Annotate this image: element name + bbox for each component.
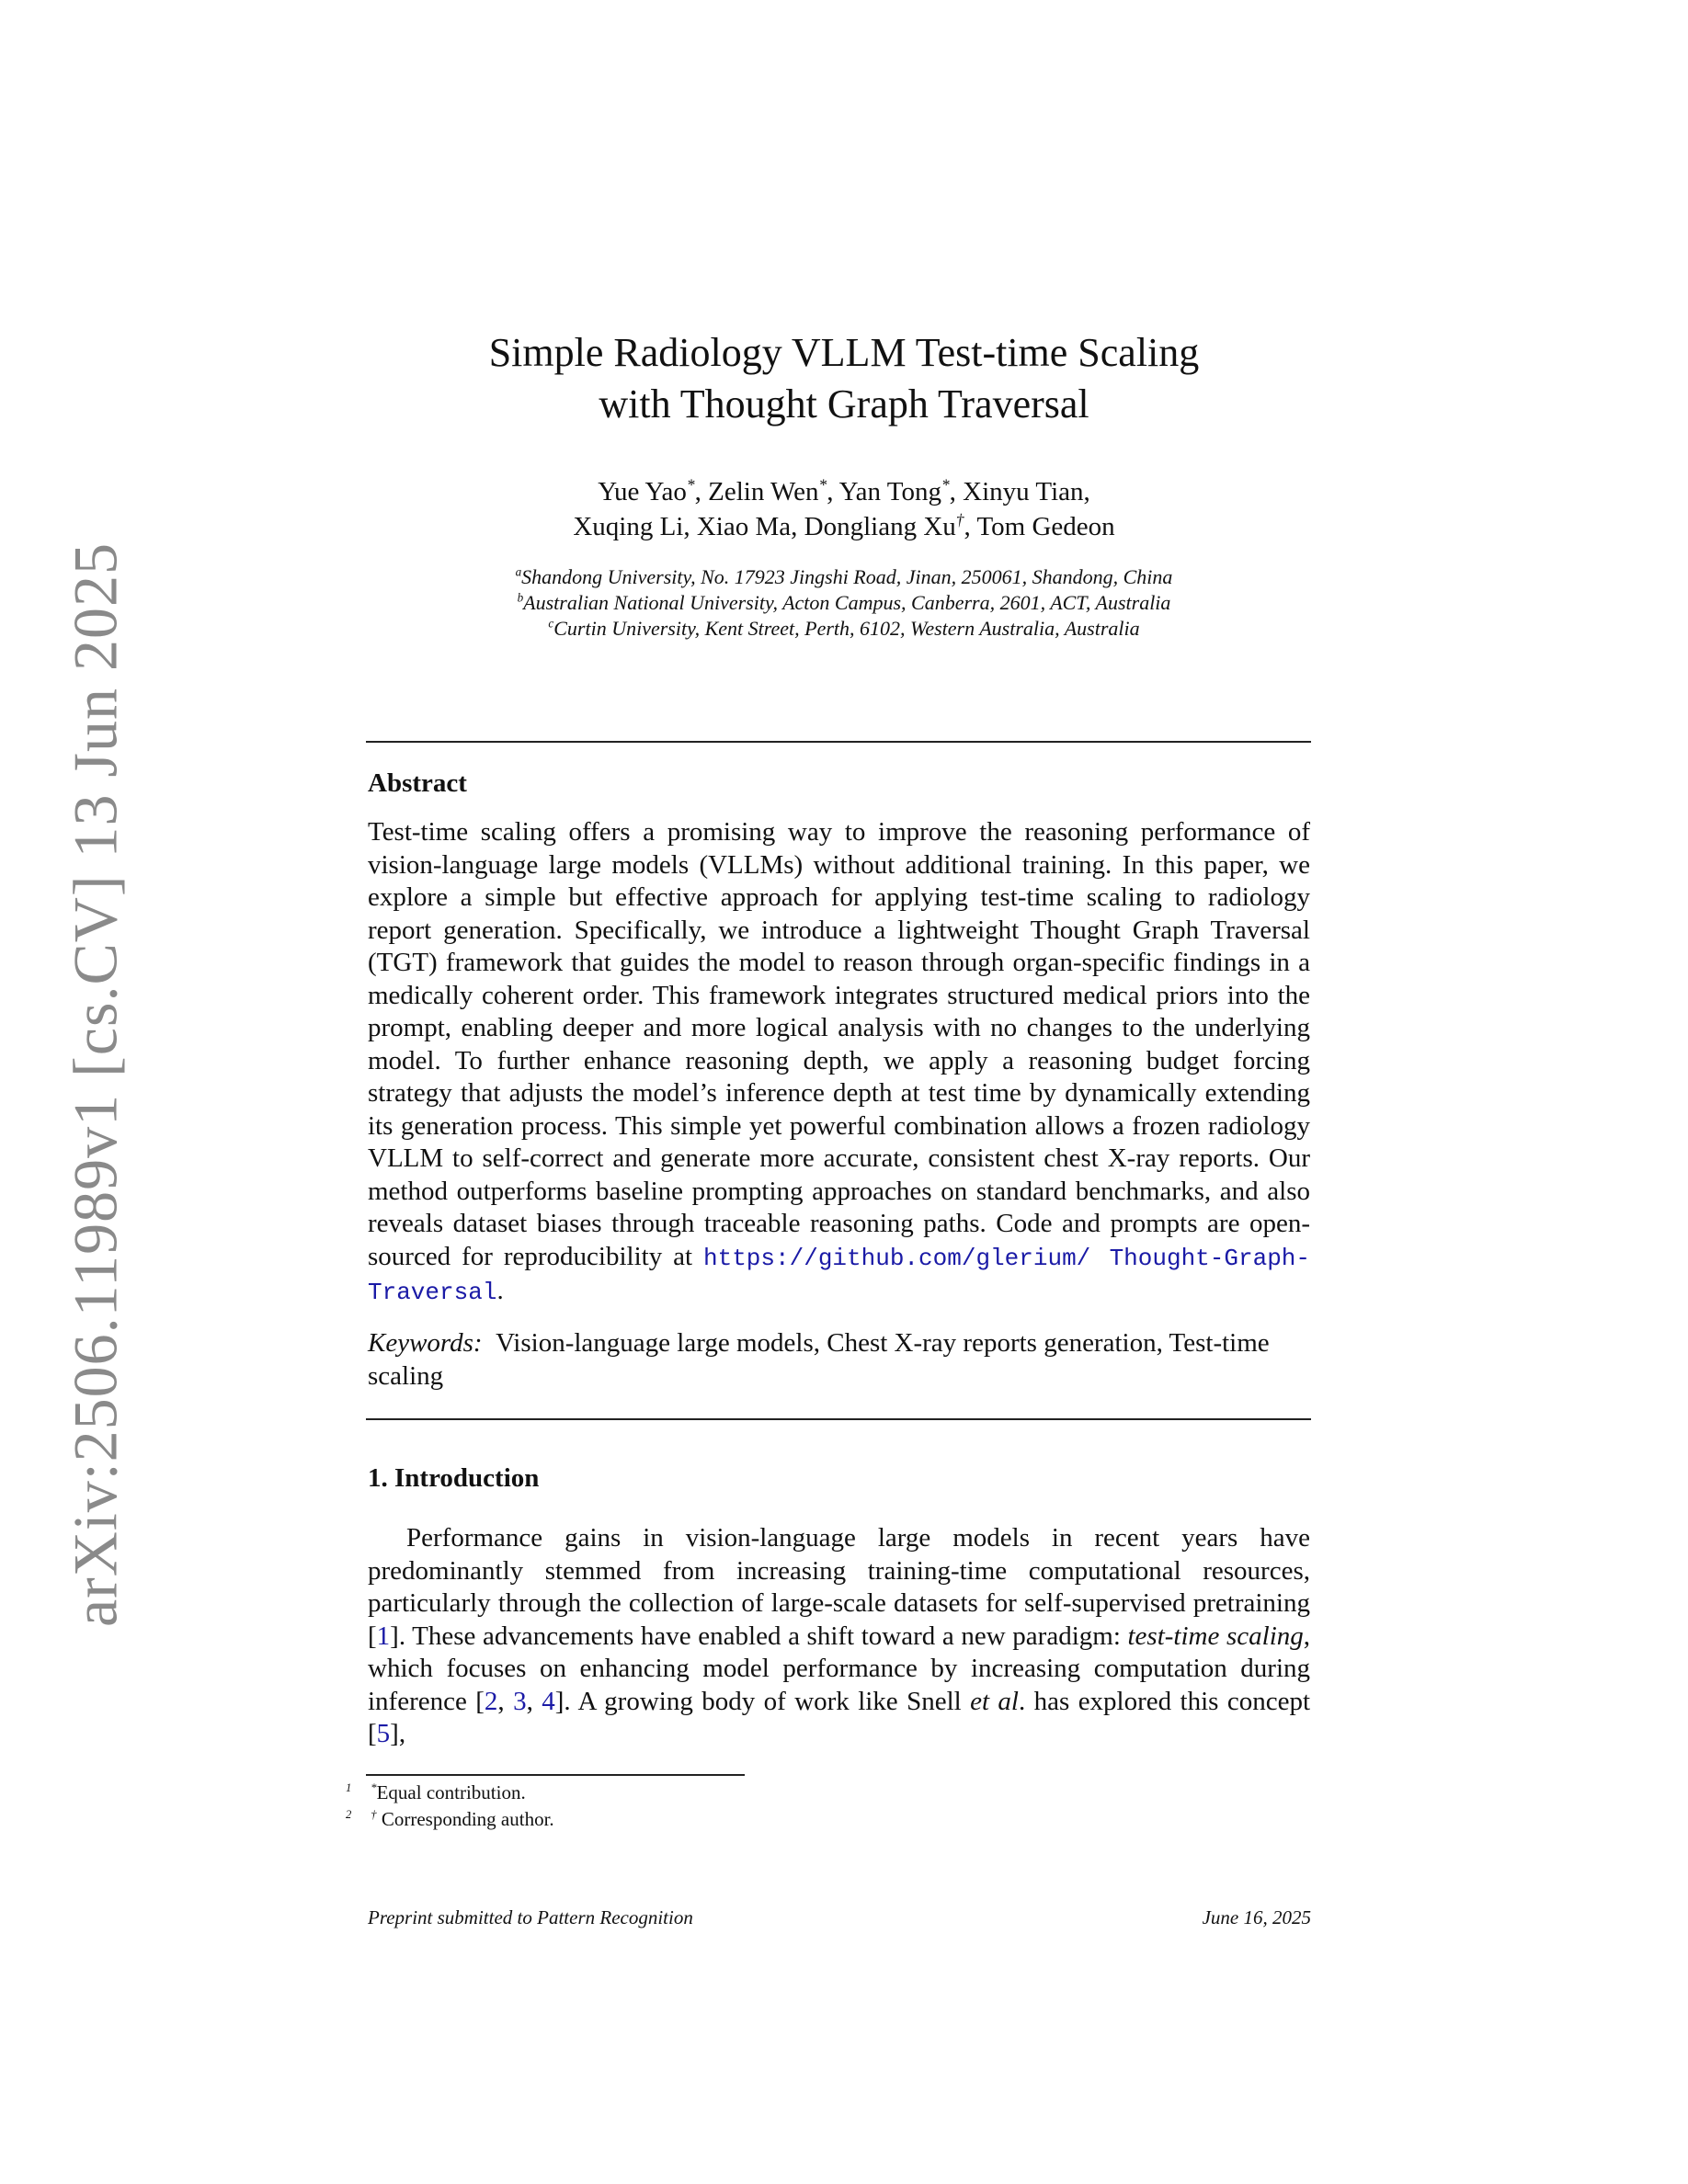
intro-text: ]. A growing body of work like Snell — [554, 1686, 971, 1716]
footer-date: June 16, 2025 — [1202, 1906, 1311, 1928]
author-line-1 — [368, 474, 1320, 509]
intro-text: ], — [390, 1719, 406, 1748]
footnote-text: Equal contribution. — [376, 1781, 526, 1803]
author-name: Yue Yao — [598, 477, 687, 506]
intro-text: Performance gains in vision-language large models in recent years have predominantly stemmed from increasing training-time computational resources, particularly through the collection of large-scale datasets for self-supervised pretraining [ — [368, 1523, 1310, 1651]
intro-text: , which focuses on enhancing model performance by increasing computation during inference [ — [368, 1621, 1310, 1716]
abstract-bottom-rule — [366, 1418, 1311, 1420]
author-names: Xuqing Li, Xiao Ma, Dongliang Xu — [573, 512, 956, 541]
abstract-top-rule — [366, 741, 1311, 743]
corresponding-author-mark: † — [955, 510, 964, 529]
citation-link[interactable]: 1 — [376, 1621, 391, 1651]
author-line-2 — [368, 509, 1320, 544]
citation-link[interactable]: 3 — [513, 1686, 527, 1716]
affiliation-mark: a — [515, 564, 522, 579]
footnote-text: Corresponding author. — [376, 1808, 554, 1830]
abstract-text: Test-time scaling offers a promising way to improve the reasoning performance of vision-language large models (VLLMs) without additional training. In this paper, we explore a simple but effective approach for applying test-time scaling to radiology report generation. Specifically, we introduce a lightweight Thought Graph Traversal (TGT) framework that guides the model to reason through organ-specific findings in a medically coherent order. This framework integrates structured medical priors into the prompt, enabling deeper and more logical analysis with no changes to the underlying model. To further enhance reasoning depth, we apply a reasoning budget forcing strategy that adjusts the model’s inference depth at test time by dynamically extending its generation process. This simple yet powerful combination allows a frozen radiology VLLM to self-correct and generate more accurate, consistent chest X-ray reports. Our method outperforms baseline prompting approaches on standard benchmarks, and also reveals dataset biases through traceable reasoning paths. Code and prompts are open-sourced for reproducibility at — [368, 817, 1310, 1271]
footnote-mark: † — [371, 1808, 377, 1821]
affiliation-mark: c — [548, 616, 554, 631]
introduction-paragraph — [368, 1522, 1310, 1751]
author-name: , Yan Tong — [827, 477, 941, 506]
equal-contribution-mark: * — [686, 475, 695, 495]
footnote-mark: * — [371, 1781, 377, 1794]
affiliations — [368, 564, 1320, 642]
citation-link[interactable]: 4 — [542, 1686, 555, 1716]
footnotes — [346, 1780, 989, 1833]
paper-title — [368, 327, 1320, 430]
abstract-heading: Abstract — [368, 768, 467, 798]
author-list — [368, 474, 1320, 544]
author-name: , Xinyu Tian, — [949, 477, 1090, 506]
intro-separator: , — [526, 1686, 542, 1716]
author-name: , Tom Gedeon — [964, 512, 1115, 541]
affiliation-text: Australian National University, Acton Campus, Canberra, 2601, ACT, Australia — [523, 591, 1171, 614]
footnote-1 — [346, 1780, 989, 1806]
keywords-text: Vision-language large models, Chest X-ray reports generation, Test-time scaling — [368, 1328, 1270, 1391]
keywords — [368, 1327, 1310, 1393]
intro-text: . has explored this concept [ — [368, 1686, 1311, 1748]
affiliation-c — [368, 616, 1320, 642]
keywords-label: Keywords: — [368, 1328, 483, 1358]
title-line-2: with Thought Graph Traversal — [599, 381, 1089, 427]
footer-left: Preprint submitted to Pattern Recognition — [368, 1906, 693, 1928]
affiliation-b — [368, 590, 1320, 616]
footnote-number: 2 — [346, 1808, 352, 1821]
intro-emphasis: test-time scaling — [1127, 1621, 1304, 1651]
footnote-number: 1 — [346, 1781, 352, 1794]
affiliation-text: Curtin University, Kent Street, Perth, 6102, Western Australia, Australia — [553, 617, 1140, 640]
arxiv-side-stamp: arXiv:2506.11989v1 [cs.CV] 13 Jun 2025 — [60, 541, 131, 1628]
title-line-1: Simple Radiology VLLM Test-time Scaling — [488, 330, 1200, 375]
intro-text: ]. These advancements have enabled a shift toward a new paradigm: — [390, 1621, 1128, 1651]
citation-link[interactable]: 2 — [484, 1686, 498, 1716]
citation-link[interactable]: 5 — [376, 1719, 391, 1748]
introduction-heading: 1. Introduction — [368, 1463, 540, 1493]
affiliation-text: Shandong University, No. 17923 Jingshi Road, Jinan, 250061, Shandong, China — [521, 565, 1173, 588]
intro-emphasis: et al — [970, 1686, 1019, 1716]
affiliation-mark: b — [517, 590, 524, 605]
footnote-2 — [346, 1806, 989, 1833]
affiliation-a — [368, 564, 1320, 590]
equal-contribution-mark: * — [941, 475, 950, 495]
abstract-end: . — [496, 1276, 504, 1305]
equal-contribution-mark: * — [818, 475, 827, 495]
intro-separator: , — [497, 1686, 514, 1716]
link-part-1[interactable]: https://github.com/glerium/ — [703, 1244, 1091, 1272]
footnote-rule — [366, 1774, 745, 1776]
link-part-2[interactable]: Thought-Graph-Traversal — [368, 1244, 1310, 1306]
abstract-body — [368, 816, 1310, 1310]
author-name: , Zelin Wen — [694, 477, 819, 506]
